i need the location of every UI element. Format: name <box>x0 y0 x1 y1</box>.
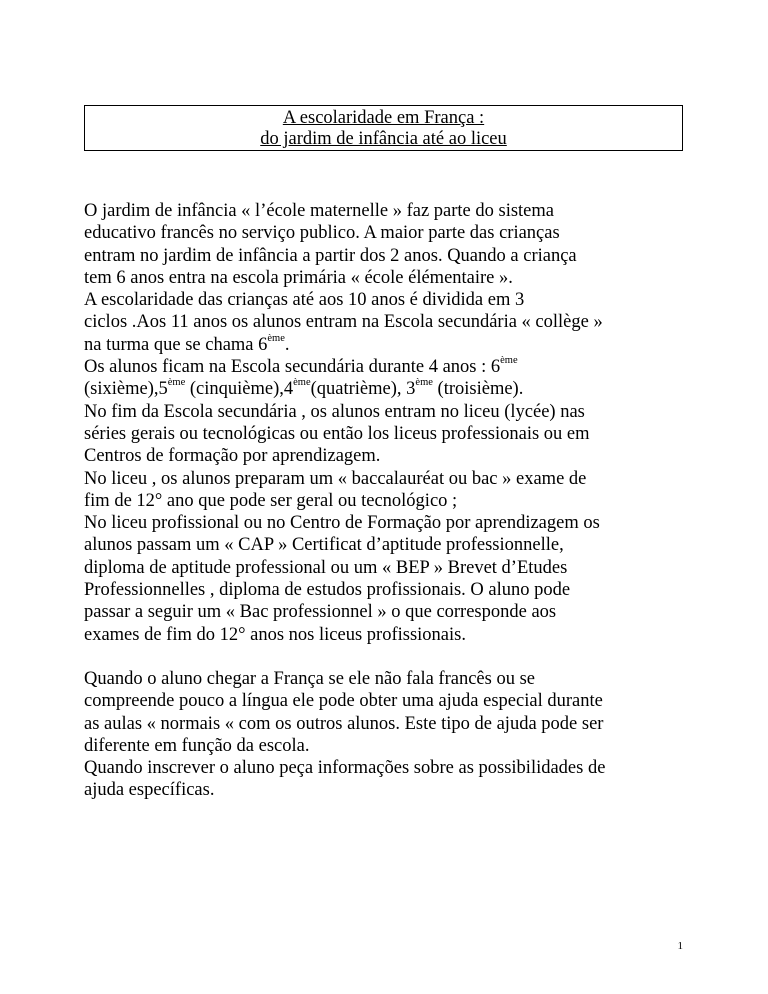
text-line: diferente em função da escola. <box>84 735 310 756</box>
text-line: tem 6 anos entra na escola primária « école élémentaire ». <box>84 267 513 288</box>
text-line: fim de 12° ano que pode ser geral ou tecnológico ; <box>84 490 458 511</box>
text-line: diploma de aptitude professional ou um « BEP » Brevet d’Etudes <box>84 557 568 578</box>
text-line <box>84 334 704 356</box>
text-segment: (cinquième),4 <box>185 379 294 400</box>
text-segment: na turma que se chama 6 <box>84 334 268 355</box>
text-segment: . <box>284 334 290 355</box>
title-box <box>84 105 683 151</box>
superscript: ème <box>415 377 433 389</box>
body-text <box>84 200 704 802</box>
text-line: No liceu , os alunos preparam um « baccalauréat ou bac » exame de <box>84 468 587 489</box>
text-line: passar a seguir um « Bac professionnel » o que corresponde aos <box>84 602 557 623</box>
text-line: O jardim de infância « l’école maternelle » faz parte do sistema <box>84 201 554 221</box>
page-number: 1 <box>677 940 683 952</box>
text-line: exames de fim do 12° anos nos liceus profissionais. <box>84 624 466 645</box>
text-line: séries gerais ou tecnológicas ou então los liceus professionais ou em <box>84 423 590 444</box>
text-line <box>84 378 704 400</box>
text-line: entram no jardim de infância a partir dos 2 anos. Quando a criança <box>84 245 577 266</box>
text-line: as aulas « normais « com os outros alunos. Este tipo de ajuda pode ser <box>84 713 604 734</box>
text-line: alunos passam um « CAP » Certificat d’aptitude professionnelle, <box>84 535 564 556</box>
title-line-1: A escolaridade em França : <box>282 108 485 128</box>
text-line: A escolaridade das crianças até aos 10 anos é dividida em 3 <box>84 290 525 311</box>
text-line: Centros de formação por aprendizagem. <box>84 446 381 467</box>
text-line: No liceu profissional ou no Centro de Formação por aprendizagem os <box>84 513 600 534</box>
text-line: No fim da Escola secundária , os alunos entram no liceu (lycée) nas <box>84 401 585 422</box>
text-line: ciclos .Aos 11 anos os alunos entram na Escola secundária « collège » <box>84 312 603 333</box>
paragraph-gap <box>84 646 704 668</box>
text-line: Professionnelles , diploma de estudos profissionais. O aluno pode <box>84 580 571 601</box>
paragraph-language-support <box>84 668 704 802</box>
superscript: ème <box>267 332 285 344</box>
text-segment: Os alunos ficam na Escola secundária durante 4 anos : 6 <box>84 357 501 378</box>
text-line: Quando inscrever o aluno peça informações sobre as possibilidades de <box>84 758 606 779</box>
superscript: ème <box>500 354 518 366</box>
superscript: ème <box>167 377 186 389</box>
text-line: compreende pouco a língua ele pode obter uma ajuda especial durante <box>84 691 603 712</box>
text-line <box>84 356 704 378</box>
text-line: ajuda específicas. <box>84 780 215 801</box>
title-line-2: do jardim de infância até ao liceu <box>260 129 507 149</box>
text-segment: (troisième). <box>432 379 524 400</box>
text-line: educativo francês no serviço publico. A maior parte das crianças <box>84 223 560 244</box>
paragraph-school-system <box>84 200 704 646</box>
text-line: Quando o aluno chegar a França se ele não fala francês ou se <box>84 668 535 689</box>
superscript: ème <box>293 377 311 389</box>
text-segment: (sixième),5 <box>84 379 168 400</box>
text-segment: (quatrième), 3 <box>310 379 416 400</box>
